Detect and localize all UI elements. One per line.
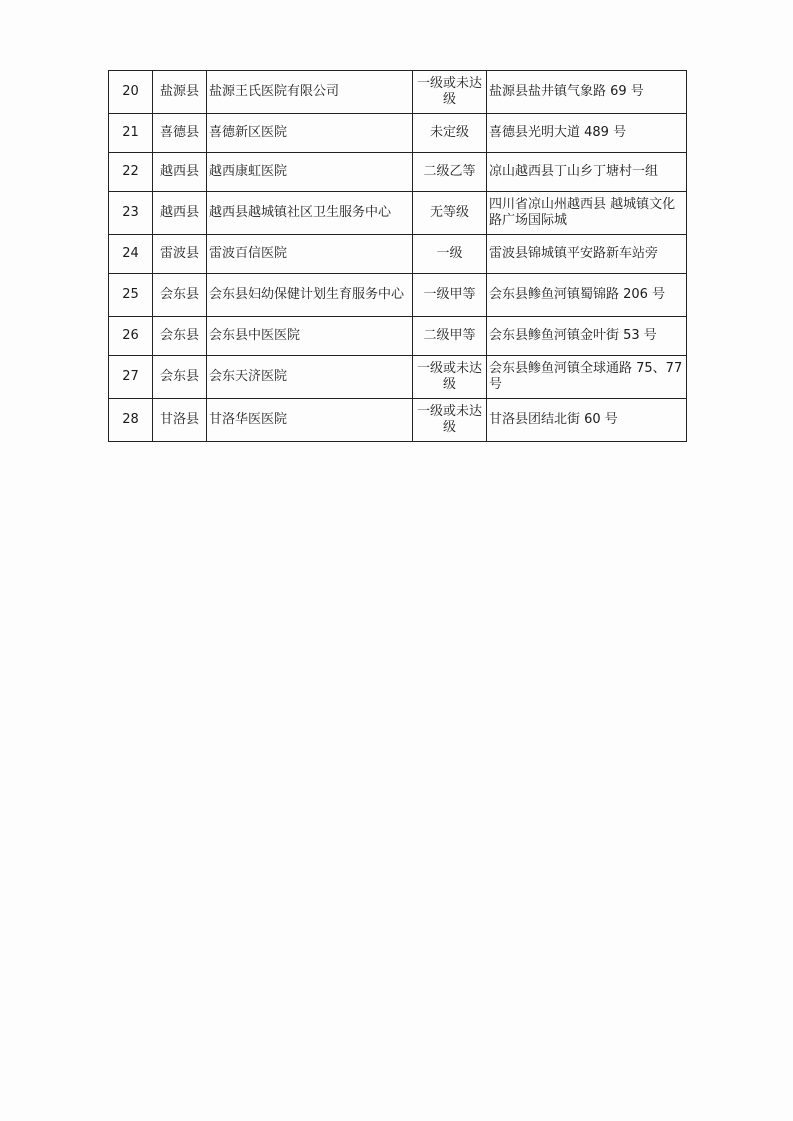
hospital-level: 一级或未达级 <box>413 356 487 399</box>
hospital-name: 雷波百信医院 <box>207 235 413 274</box>
hospital-level: 未定级 <box>413 114 487 153</box>
row-number: 20 <box>109 71 153 114</box>
table-row <box>109 356 687 399</box>
hospital-level: 二级乙等 <box>413 153 487 192</box>
row-number: 26 <box>109 317 153 356</box>
table-row <box>109 153 687 192</box>
hospital-name: 甘洛华医医院 <box>207 399 413 442</box>
hospital-name: 会东县中医医院 <box>207 317 413 356</box>
hospital-name: 会东天济医院 <box>207 356 413 399</box>
hospital-name: 会东县妇幼保健计划生育服务中心 <box>207 274 413 317</box>
county: 甘洛县 <box>153 399 207 442</box>
hospital-address: 雷波县锦城镇平安路新车站旁 <box>487 235 687 274</box>
table-row <box>109 274 687 317</box>
hospital-name: 盐源王氏医院有限公司 <box>207 71 413 114</box>
row-number: 24 <box>109 235 153 274</box>
hospital-address: 凉山越西县丁山乡丁塘村一组 <box>487 153 687 192</box>
hospital-table <box>108 70 687 442</box>
row-number: 25 <box>109 274 153 317</box>
table-row <box>109 114 687 153</box>
hospital-level: 无等级 <box>413 192 487 235</box>
table-row <box>109 235 687 274</box>
table-row <box>109 192 687 235</box>
row-number: 21 <box>109 114 153 153</box>
table-row <box>109 399 687 442</box>
hospital-name: 喜德新区医院 <box>207 114 413 153</box>
row-number: 28 <box>109 399 153 442</box>
hospital-address: 会东县鲹鱼河镇金叶街 53 号 <box>487 317 687 356</box>
hospital-address: 会东县鲹鱼河镇蜀锦路 206 号 <box>487 274 687 317</box>
county: 会东县 <box>153 274 207 317</box>
hospital-address: 四川省凉山州越西县 越城镇文化路广场国际城 <box>487 192 687 235</box>
hospital-address: 甘洛县团结北街 60 号 <box>487 399 687 442</box>
county: 会东县 <box>153 317 207 356</box>
hospital-name: 越西康虹医院 <box>207 153 413 192</box>
county: 越西县 <box>153 153 207 192</box>
row-number: 27 <box>109 356 153 399</box>
county: 盐源县 <box>153 71 207 114</box>
table-row <box>109 317 687 356</box>
hospital-level: 一级或未达级 <box>413 71 487 114</box>
hospital-level: 一级 <box>413 235 487 274</box>
county: 会东县 <box>153 356 207 399</box>
county: 喜德县 <box>153 114 207 153</box>
row-number: 22 <box>109 153 153 192</box>
hospital-address: 盐源县盐井镇气象路 69 号 <box>487 71 687 114</box>
hospital-level: 一级甲等 <box>413 274 487 317</box>
county: 雷波县 <box>153 235 207 274</box>
county: 越西县 <box>153 192 207 235</box>
hospital-address: 喜德县光明大道 489 号 <box>487 114 687 153</box>
hospital-name: 越西县越城镇社区卫生服务中心 <box>207 192 413 235</box>
hospital-level: 二级甲等 <box>413 317 487 356</box>
hospital-address: 会东县鲹鱼河镇全球通路 75、77号 <box>487 356 687 399</box>
row-number: 23 <box>109 192 153 235</box>
hospital-level: 一级或未达级 <box>413 399 487 442</box>
table-row <box>109 71 687 114</box>
